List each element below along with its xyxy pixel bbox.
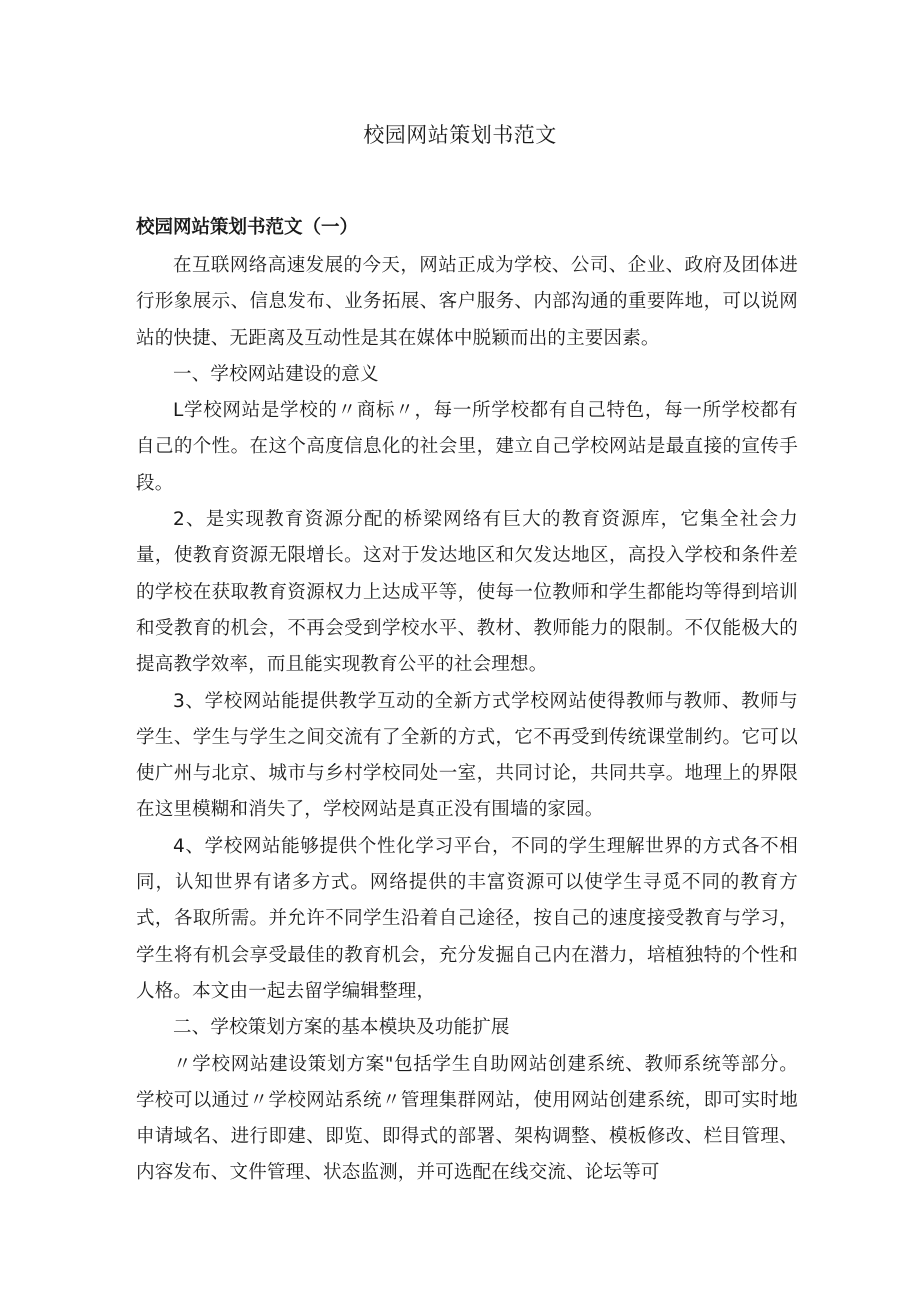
subheading-modules: 二、学校策划方案的基本模块及功能扩展 xyxy=(173,1017,510,1039)
paragraph-intro: 在互联网络高速发展的今天，网站正成为学校、公司、企业、政府及团体进行形象展示、信息发布、业务拓展、客户服务、内部沟通的重要阵地，可以说网站的快捷、无距离及互动性是其在媒体中脱颖而出的主要因素。 xyxy=(136,255,798,349)
section-heading: 校园网站策划书范文（一） xyxy=(136,217,359,238)
document-title: 校园网站策划书范文 xyxy=(363,123,557,147)
document-body xyxy=(136,248,798,1192)
paragraph-point-2: 2、是实现教育资源分配的桥梁网络有巨大的教育资源库，它集全社会力量，使教育资源无限增长。这对于发达地区和欠发达地区，高投入学校和条件差的学校在获取教育资源权力上达成平等，使每一位教师和学生都能均等得到培训和受教育的机会，不再会受到学校水平、教材、教师能力的限制。不仅能极大的提高教学效率，而且能实现教育公平的社会理想。 xyxy=(136,509,798,676)
paragraph-modules: 〃学校网站建设策划方案"包括学生自助网站创建系统、教师系统等部分。学校可以通过〃学校网站系统〃管理集群网站，使用网站创建系统，即可实时地申请域名、进行即建、即览、即得式的部署、架构调整、模板修改、栏目管理、内容发布、文件管理、状态监测，并可选配在线交流、论坛等可 xyxy=(136,1053,798,1184)
paragraph-point-3: 3、学校网站能提供教学互动的全新方式学校网站使得教师与教师、教师与学生、学生与学生之间交流有了全新的方式，它不再受到传统课堂制约。它可以使广州与北京、城市与乡村学校同处一室，共同讨论，共同共享。地理上的界限在这里模糊和消失了，学校网站是真正没有围墙的家园。 xyxy=(136,690,798,821)
paragraph-point-4: 4、学校网站能够提供个性化学习平台，不同的学生理解世界的方式各不相同，认知世界有诸多方式。网络提供的丰富资源可以使学生寻觅不同的教育方式，各取所需。并允许不同学生沿着自己途径，按自己的速度接受教育与学习，学生将有机会享受最佳的教育机会，充分发掘自己内在潜力，培植独特的个性和人格。本文由一起去留学编辑整理， xyxy=(136,835,798,1002)
paragraph-point-1: L学校网站是学校的〃商标〃，每一所学校都有自己特色，每一所学校都有自己的个性。在这个高度信息化的社会里，建立自己学校网站是最直接的宣传手段。 xyxy=(136,400,798,494)
subheading-significance: 一、学校网站建设的意义 xyxy=(173,363,379,385)
